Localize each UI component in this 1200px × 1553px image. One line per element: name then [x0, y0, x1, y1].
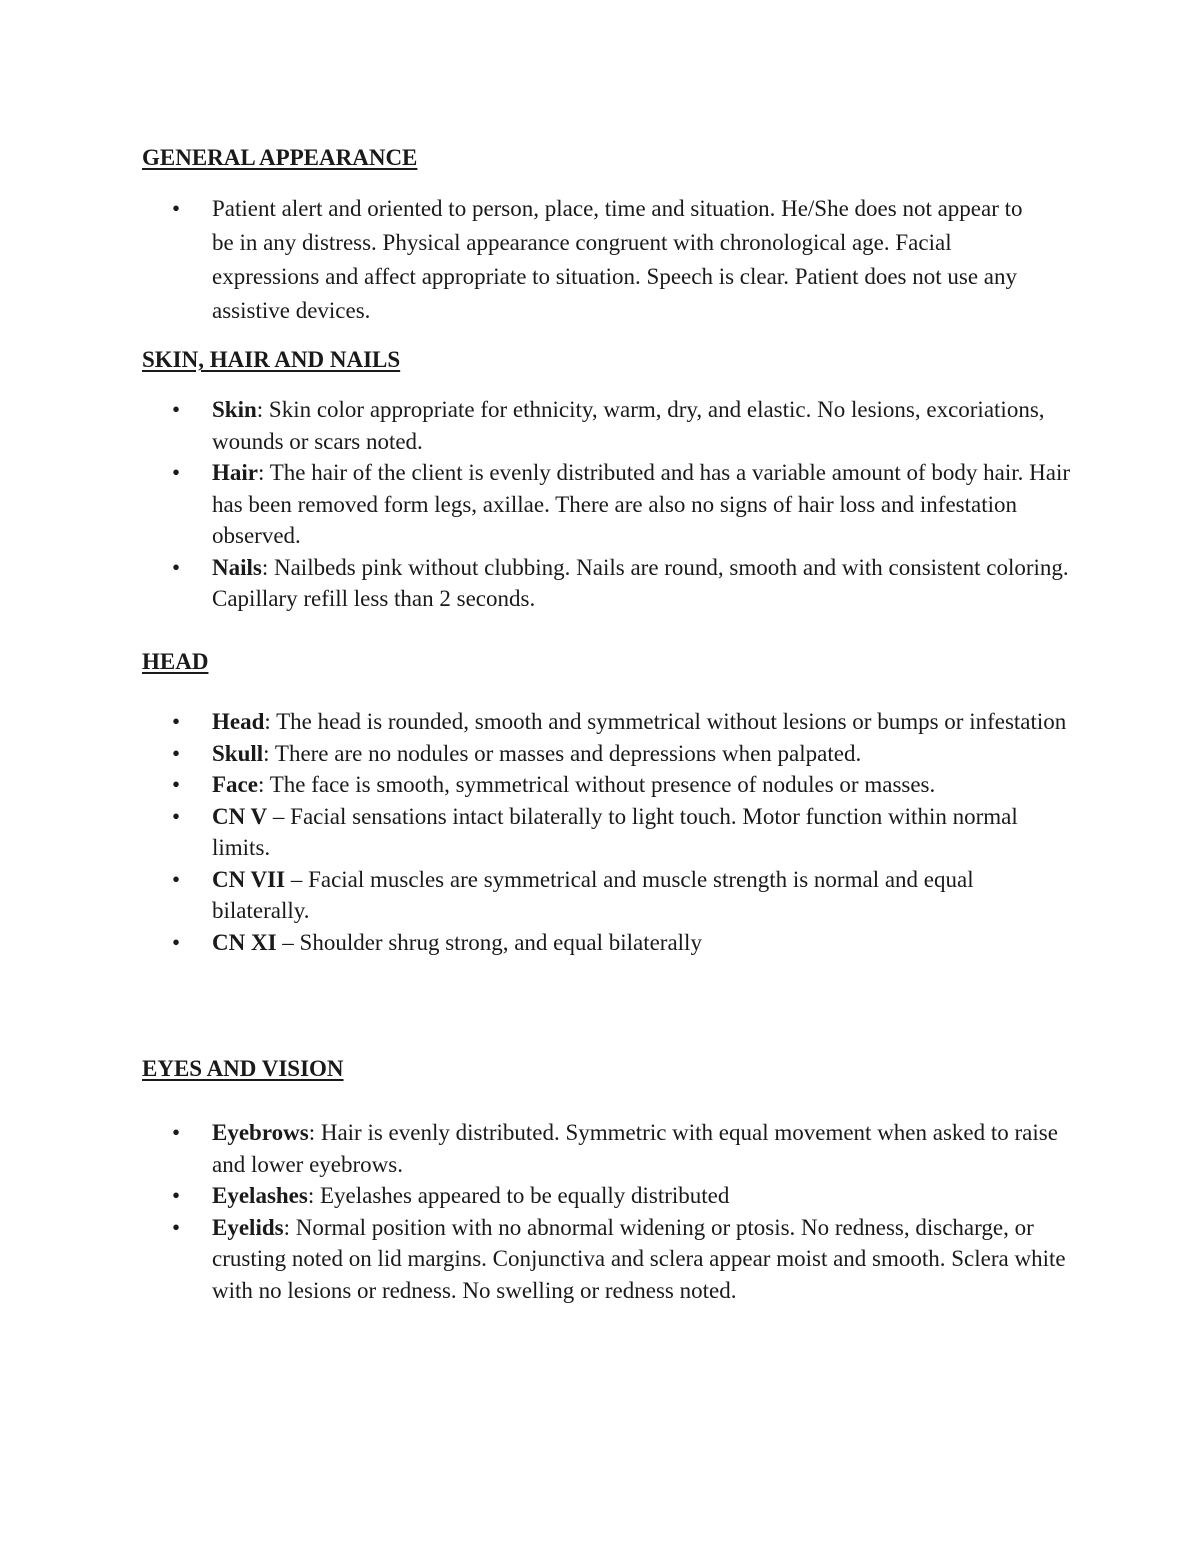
item-separator: –: [276, 929, 300, 955]
item-lead: CN XI: [212, 929, 277, 955]
item-separator: :: [264, 709, 277, 734]
item-separator: :: [257, 772, 270, 797]
item-separator: :: [283, 1214, 296, 1240]
item-lead: Eyelids: [212, 1214, 284, 1240]
item-lead: Hair: [212, 460, 258, 485]
item-text: There are no nodules or masses and depressions when palpated.: [274, 740, 862, 766]
list-item: [0, 1180, 1072, 1212]
item-lead: Face: [212, 772, 258, 797]
list-item: [0, 457, 1072, 552]
item-text: Facial muscles are symmetrical and muscle strength is normal and equal bilaterally.: [212, 866, 974, 923]
item-separator: :: [261, 554, 274, 580]
item-text: The hair of the client is evenly distributed and has a variable amount of body hair. Hair has been removed form legs, axillae. There are also no signs of hair loss and infestation observed.: [212, 460, 1071, 548]
general-appearance-list: [0, 192, 1200, 328]
item-lead: Skin: [212, 397, 257, 422]
item-text: Skin color appropriate for ethnicity, warm, dry, and elastic. No lesions, excoriations, wounds or scars noted.: [212, 397, 1045, 454]
section-heading-skin-hair-nails: SKIN, HAIR AND NAILS: [142, 347, 401, 372]
skin-hair-nails-list: [0, 394, 1200, 615]
list-item: [0, 738, 1072, 770]
item-text: Eyelashes appeared to be equally distributed: [319, 1183, 730, 1208]
list-item: [0, 1212, 1072, 1307]
item-lead: Nails: [212, 554, 262, 580]
item-lead: Head: [212, 709, 265, 734]
list-item: [0, 394, 1072, 457]
item-separator: :: [258, 460, 270, 485]
item-text: Nailbeds pink without clubbing. Nails are round, smooth and with consistent coloring. Capillary refill less than 2 seconds.: [212, 554, 1069, 611]
item-lead: Eyelashes: [212, 1183, 308, 1208]
item-lead: Skull: [212, 740, 264, 766]
list-item: [0, 864, 1072, 927]
list-item: [0, 1117, 1072, 1180]
item-text: Patient alert and oriented to person, place, time and situation. He/She does not appear to be in any distress. Physical appearance congruent with chronological age. Facial expressions and affect appropriate to situation. Speech is clear. Patient does not use any assistive devices.: [212, 196, 1023, 323]
item-separator: –: [267, 803, 291, 829]
list-item: [0, 927, 1072, 959]
item-text: Facial sensations intact bilaterally to light touch. Motor function within normal limits.: [212, 803, 1018, 860]
list-item: [0, 706, 1072, 738]
item-separator: :: [263, 740, 275, 766]
section-heading-eyes-and-vision: EYES AND VISION: [142, 1056, 344, 1081]
item-text: The head is rounded, smooth and symmetrical without lesions or bumps or infestation: [276, 709, 1067, 734]
item-separator: :: [307, 1183, 320, 1208]
item-text: The face is smooth, symmetrical without presence of nodules or masses.: [269, 772, 936, 797]
section-heading-head: HEAD: [142, 649, 209, 674]
item-text: Hair is evenly distributed. Symmetric with equal movement when asked to raise and lower eyebrows.: [212, 1120, 1058, 1177]
item-separator: :: [256, 397, 269, 422]
list-item: [0, 801, 1072, 864]
item-lead: CN VII: [212, 866, 286, 892]
item-text: Normal position with no abnormal widening or ptosis. No redness, discharge, or crusting noted on lid margins. Conjunctiva and sclera appear moist and smooth. Sclera white with no lesions or redness. No swelling or redness noted.: [212, 1214, 1066, 1303]
item-separator: :: [308, 1120, 321, 1145]
section-heading-general-appearance: GENERAL APPEARANCE: [142, 145, 418, 170]
list-item: [0, 192, 1042, 328]
list-item: [0, 552, 1072, 615]
item-lead: CN V: [212, 803, 268, 829]
item-text: Shoulder shrug strong, and equal bilaterally: [299, 929, 702, 955]
item-separator: –: [285, 866, 309, 892]
eyes-and-vision-list: [0, 1117, 1200, 1306]
list-item: [0, 769, 1072, 801]
head-list: [0, 706, 1200, 958]
item-lead: Eyebrows: [212, 1120, 309, 1145]
